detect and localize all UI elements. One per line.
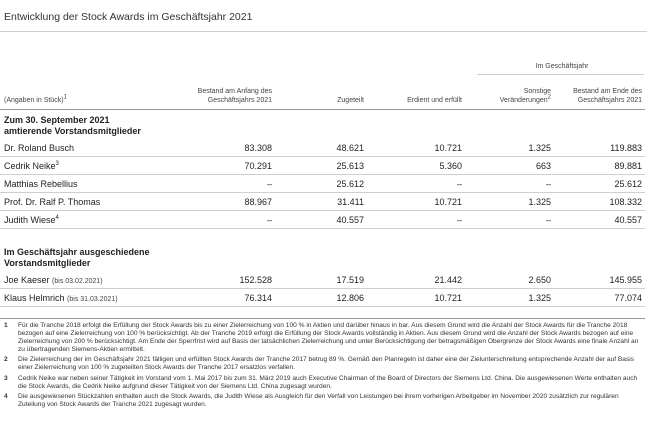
table-row: Prof. Dr. Ralf P. Thomas 88.967 31.411 10.721 1.325 108.332	[0, 193, 645, 211]
super-header-divider	[477, 74, 644, 75]
header-row	[0, 80, 645, 110]
header-closing: Bestand am Ende des Geschäftsjahrs 2021	[573, 88, 642, 104]
table-row: Dr. Roland Busch 83.308 48.621 10.721 1.325 119.883	[0, 139, 645, 157]
table-row: Joe Kaeser (bis 03.02.2021) 152.528 17.519 21.442 2.650 145.955	[0, 271, 645, 289]
section-heading-departed: Im Geschäftsjahr ausgeschiedene Vorstandsmitglieder	[4, 247, 150, 268]
table-row: Judith Wiese$^4$ – 40.557 – – 40.557	[0, 211, 645, 229]
footnote-3: 3 Cedrik Neike war neben seiner Tätigkeit im Vorstand vom 1. Mai 2017 bis zum 31. März 2019 auch Executive Chairman of the Board of Directors der Siemens Ltd. China. Die ausgewiesenen Werte enthalten auch die Stock Awards, die Cedrik Neike aufgrund dieser Tätigkeit von der Siemens Ltd. China zugesagt wurden.	[4, 374, 638, 390]
table-row: Cedrik Neike$^3$ 70.291 25.613 5.360 663 89.881	[0, 157, 645, 175]
top-divider	[0, 31, 647, 32]
footnote-1: 1 Für die Tranche 2018 erfolgt die Erfüllung der Stock Awards bis zu einer Zielerreichung von 100 % in Aktien und darüber hinaus in bar. Aus diesem Grund wird die Anzahl der Stock Awards für die Tranche 2018 bezogen auf eine Zielerreichung von 100 % berücksichtigt. Ab der Tranche 2019 erfolgt die Erfüllung der Stock Awards vollständig in Aktien. Aus diesem Grund wird die Anzahl der Stock Awards bezogen auf eine Zielerreichung von 200 % berücksichtigt. Am Ende der Sperrfrist wird auf Basis der tatsächlichen Zielerreichung und unter Berücksichtigung der betragsmäßigen Obergrenze der Stock Awards eine finale Anzahl an zu übertragenden Siemens-Aktien ermittelt.	[4, 322, 639, 354]
header-opening: Bestand am Anfang des Geschäftsjahrs 2021	[197, 88, 272, 104]
table-row: Klaus Helmrich (bis 31.03.2021) 76.314 12.806 10.721 1.325 77.074	[0, 289, 645, 307]
footnote-4: 4 Die ausgewiesenen Stückzahlen enthalten auch die Stock Awards, die Judith Wiese als Ausgleich für den Verfall von Leistungen bei ihrem vorherigen Arbeitgeber im November 2020 zusätzlich zur regulären Zuteilung von Stock Awards der Tranche 2021 zugesagt wurden.	[4, 392, 619, 408]
table-row: Matthias Rebellius – 25.612 – – 25.612	[0, 175, 645, 193]
footnote-2: 2 Die Zielerreichung der im Geschäftsjahr 2021 fälligen und erfüllten Stock Awards der Tranche 2017 betrug 89 %. Gemäß den Planregeln ist daher eine der Zielunterschreitung entsprechende Anzahl der auf Basis einer Zielerreichung von 100 % zugeteilten Stock Awards der Tranche 2017 ersatzlos verfallen.	[4, 356, 635, 372]
section-spacer	[0, 229, 645, 243]
header-earned: Erdient und erfüllt	[407, 96, 462, 104]
table-title: Entwicklung der Stock Awards im Geschäftsjahr 2021	[4, 11, 253, 23]
super-header-fiscal-year: Im Geschäftsjahr	[535, 63, 589, 70]
header-other: Sonstige Veränderungen$^2$	[499, 88, 551, 104]
section-heading-active: Zum 30. September 2021 amtierende Vorstandsmitglieder	[4, 115, 141, 136]
footnotes	[0, 318, 645, 411]
header-granted: Zugeteilt	[337, 96, 364, 104]
stock-awards-table	[0, 80, 645, 307]
header-label: (Angaben in Stück)$^1$	[4, 94, 67, 104]
